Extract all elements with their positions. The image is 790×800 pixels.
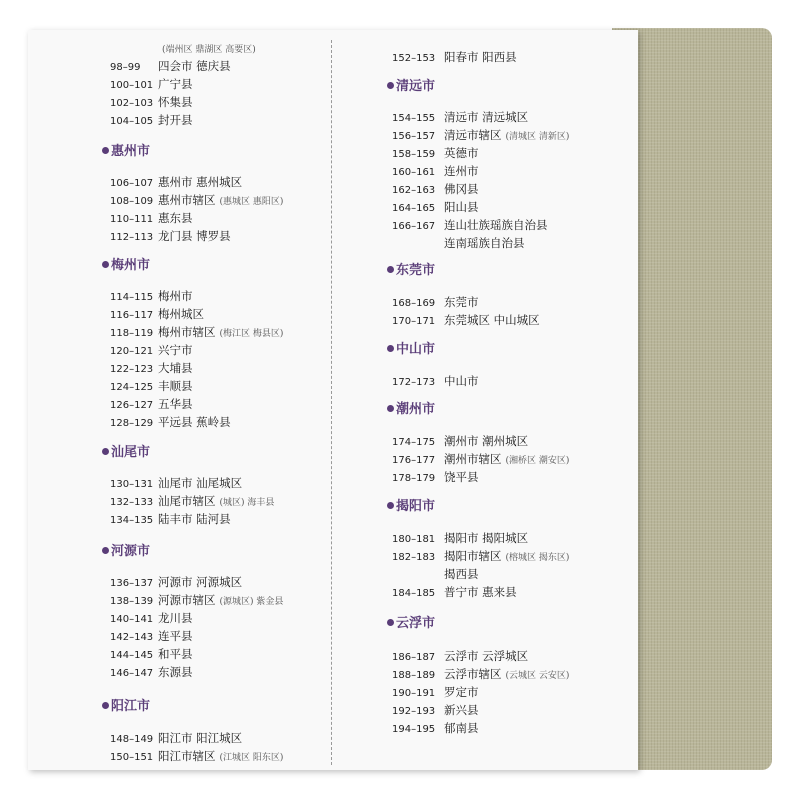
section-label: 中山市 — [396, 342, 436, 357]
index-entry — [110, 111, 193, 129]
index-entry — [110, 209, 193, 227]
page-range: 118–119 — [110, 328, 154, 339]
place-name: 潮州市辖区 — [444, 452, 502, 466]
place-name: 惠州市 惠州城区 — [158, 175, 243, 189]
place-name: 河源市 河源城区 — [158, 575, 243, 589]
place-name: 潮州市 潮州城区 — [444, 434, 529, 448]
page-range: 142–143 — [110, 632, 154, 643]
place-name: 梅州市辖区 — [158, 325, 216, 339]
index-entry — [110, 377, 193, 395]
index-entry — [392, 180, 479, 198]
place-name: 饶平县 — [444, 470, 479, 484]
page-range: 156–157 — [392, 131, 436, 142]
place-name: 东莞城区 中山城区 — [444, 313, 540, 327]
page-range: 170–171 — [392, 316, 436, 327]
index-entry — [392, 583, 517, 601]
place-name: 云浮市辖区 — [444, 667, 502, 681]
index-entry — [392, 126, 569, 144]
index-entry — [110, 75, 193, 93]
index-entry — [110, 323, 283, 341]
place-subtitle: (城区) 海丰县 — [219, 498, 275, 508]
page-range: 134–135 — [110, 515, 154, 526]
place-name: 惠东县 — [158, 211, 193, 225]
page-range: 192–193 — [392, 706, 436, 717]
section-label: 潮州市 — [396, 402, 436, 417]
place-name: 罗定市 — [444, 685, 479, 699]
place-name: 陆丰市 陆河县 — [158, 512, 231, 526]
page-range: 188–189 — [392, 670, 436, 681]
page-range: 124–125 — [110, 382, 154, 393]
page-range: 114–115 — [110, 292, 154, 303]
index-entry — [110, 93, 193, 111]
page-range: 164–165 — [392, 203, 436, 214]
index-entry — [392, 372, 479, 390]
place-subtitle: (湘桥区 潮安区) — [505, 456, 570, 466]
index-entry — [392, 468, 479, 486]
page-range: 182–183 — [392, 552, 436, 563]
bullet-icon — [102, 147, 109, 154]
bullet-icon — [387, 82, 394, 89]
page-range: 158–159 — [392, 149, 436, 160]
place-name: 五华县 — [158, 397, 193, 411]
section-heading — [102, 542, 150, 562]
page-range: 110–111 — [110, 214, 154, 225]
index-entry — [110, 395, 193, 413]
index-entry — [110, 474, 242, 492]
page-range: 166–167 — [392, 221, 436, 232]
place-name: 梅州城区 — [158, 307, 204, 321]
index-entry — [110, 191, 283, 209]
place-name: 连平县 — [158, 629, 193, 643]
place-name: 大埔县 — [158, 361, 193, 375]
index-entry — [392, 293, 479, 311]
page-range: 140–141 — [110, 614, 154, 625]
place-name: 兴宁市 — [158, 343, 193, 357]
page-range: 146–147 — [110, 668, 154, 679]
page-range: 144–145 — [110, 650, 154, 661]
index-entry — [110, 645, 193, 663]
column-divider — [331, 40, 332, 765]
place-name: 中山市 — [444, 374, 479, 388]
place-name: 阳山县 — [444, 200, 479, 214]
place-subtitle: (源城区) 紫金县 — [219, 597, 284, 607]
bullet-icon — [387, 502, 394, 509]
bullet-icon — [102, 261, 109, 268]
place-name: 揭阳市 揭阳城区 — [444, 531, 529, 545]
section-heading — [387, 261, 435, 281]
page-range: 120–121 — [110, 346, 154, 357]
section-heading — [387, 400, 435, 420]
place-name: 梅州市 — [158, 289, 193, 303]
page-range: 168–169 — [392, 298, 436, 309]
index-entry — [110, 627, 193, 645]
index-entry — [392, 144, 479, 162]
section-label: 梅州市 — [111, 258, 151, 273]
section-label: 东莞市 — [396, 263, 436, 278]
page-range: 160–161 — [392, 167, 436, 178]
place-name: 龙川县 — [158, 611, 193, 625]
index-entry — [110, 747, 283, 765]
place-subtitle: (梅江区 梅县区) — [219, 329, 284, 339]
page-range: 128–129 — [110, 418, 154, 429]
index-entry — [110, 492, 274, 510]
place-name: 英德市 — [444, 146, 479, 160]
place-name: 清远市辖区 — [444, 128, 502, 142]
place-name: 汕尾市 汕尾城区 — [158, 476, 243, 490]
page-range: 104–105 — [110, 116, 154, 127]
place-name: 怀集县 — [158, 95, 193, 109]
place-name: 佛冈县 — [444, 182, 479, 196]
place-name: 阳江市辖区 — [158, 749, 216, 763]
index-entry — [392, 48, 517, 66]
section-heading — [387, 340, 435, 360]
section-label: 阳江市 — [111, 699, 151, 714]
place-name: 连南瑶族自治县 — [444, 236, 525, 250]
index-entry — [110, 57, 231, 75]
index-entry — [392, 647, 528, 665]
page-range: 136–137 — [110, 578, 154, 589]
place-name: 郁南县 — [444, 721, 479, 735]
index-entry — [110, 729, 242, 747]
page-range: 184–185 — [392, 588, 436, 599]
page-range: 138–139 — [110, 596, 154, 607]
place-name: 连州市 — [444, 164, 479, 178]
index-entry — [110, 573, 242, 591]
page-range: 122–123 — [110, 364, 154, 375]
section-label: 云浮市 — [396, 616, 436, 631]
page-range: 178–179 — [392, 473, 436, 484]
place-name: 龙门县 博罗县 — [158, 229, 231, 243]
page-range: 154–155 — [392, 113, 436, 124]
bullet-icon — [387, 266, 394, 273]
index-entry — [392, 450, 569, 468]
bullet-icon — [387, 405, 394, 412]
place-name: 普宁市 惠来县 — [444, 585, 517, 599]
page-range: 116–117 — [110, 310, 154, 321]
index-entry — [110, 341, 193, 359]
place-name: 新兴县 — [444, 703, 479, 717]
section-heading — [102, 256, 150, 276]
bullet-icon — [387, 619, 394, 626]
index-entry — [110, 287, 193, 305]
place-name: 广宁县 — [158, 77, 193, 91]
page-range: 130–131 — [110, 479, 154, 490]
page-range: 106–107 — [110, 178, 154, 189]
page-range: 176–177 — [392, 455, 436, 466]
place-subtitle: (榕城区 揭东区) — [505, 553, 570, 563]
place-name: 阳江市 阳江城区 — [158, 731, 243, 745]
index-entry — [392, 234, 525, 252]
section-label: 河源市 — [111, 544, 151, 559]
index-entry — [110, 609, 193, 627]
place-name: 云浮市 云浮城区 — [444, 649, 529, 663]
section-heading — [102, 443, 150, 463]
place-name: 河源市辖区 — [158, 593, 216, 607]
section-heading — [387, 497, 435, 517]
page-range: 112–113 — [110, 232, 154, 243]
section-heading — [387, 77, 435, 97]
page-range: 132–133 — [110, 497, 154, 508]
place-name: 和平县 — [158, 647, 193, 661]
page-range: 162–163 — [392, 185, 436, 196]
index-entry — [110, 591, 283, 609]
place-subtitle: (端州区 鼎湖区 高要区) — [162, 45, 256, 55]
place-name: 东莞市 — [444, 295, 479, 309]
place-name: 惠州市辖区 — [158, 193, 216, 207]
place-subtitle: (惠城区 惠阳区) — [219, 197, 284, 207]
index-entry — [110, 173, 242, 191]
page-range: 126–127 — [110, 400, 154, 411]
place-name: 封开县 — [158, 113, 193, 127]
place-name: 东源县 — [158, 665, 193, 679]
index-entry — [392, 683, 479, 701]
index-entry — [110, 359, 193, 377]
section-heading — [387, 614, 435, 634]
index-entry — [392, 432, 528, 450]
bullet-icon — [387, 345, 394, 352]
index-entry — [110, 39, 256, 57]
place-subtitle: (云城区 云安区) — [505, 671, 570, 681]
place-name: 丰顺县 — [158, 379, 193, 393]
bullet-icon — [102, 702, 109, 709]
section-label: 惠州市 — [111, 144, 151, 159]
index-entry — [110, 413, 231, 431]
page-range: 174–175 — [392, 437, 436, 448]
index-entry — [392, 665, 569, 683]
index-entry — [110, 305, 204, 323]
page-range: 148–149 — [110, 734, 154, 745]
page-range: 190–191 — [392, 688, 436, 699]
index-entry — [392, 198, 479, 216]
index-entry — [110, 227, 231, 245]
place-name: 清远市 清远城区 — [444, 110, 529, 124]
page-range: 152–153 — [392, 53, 436, 64]
place-subtitle: (清城区 清新区) — [505, 132, 570, 142]
index-entry — [392, 311, 540, 329]
section-label: 汕尾市 — [111, 445, 151, 460]
index-entry — [392, 565, 479, 583]
page-range: 150–151 — [110, 752, 154, 763]
page-range: 180–181 — [392, 534, 436, 545]
index-entry — [392, 701, 479, 719]
place-name: 阳春市 阳西县 — [444, 50, 517, 64]
index-entry — [110, 510, 231, 528]
index-entry — [392, 529, 528, 547]
index-entry — [110, 663, 193, 681]
section-heading — [102, 142, 150, 162]
page-range: 100–101 — [110, 80, 154, 91]
page-range: 186–187 — [392, 652, 436, 663]
place-name: 揭西县 — [444, 567, 479, 581]
place-subtitle: (江城区 阳东区) — [219, 753, 284, 763]
index-entry — [392, 108, 528, 126]
section-label: 清远市 — [396, 79, 436, 94]
place-name: 揭阳市辖区 — [444, 549, 502, 563]
page-range: 194–195 — [392, 724, 436, 735]
page-range: 98–99 — [110, 62, 141, 73]
bullet-icon — [102, 448, 109, 455]
place-name: 汕尾市辖区 — [158, 494, 216, 508]
index-entry — [392, 547, 569, 565]
place-name: 平远县 蕉岭县 — [158, 415, 231, 429]
page-range: 172–173 — [392, 377, 436, 388]
bullet-icon — [102, 547, 109, 554]
index-entry — [392, 216, 548, 234]
place-name: 四会市 德庆县 — [158, 59, 231, 73]
page-range: 108–109 — [110, 196, 154, 207]
place-name: 连山壮族瑶族自治县 — [444, 218, 548, 232]
section-label: 揭阳市 — [396, 499, 436, 514]
index-entry — [392, 719, 479, 737]
section-heading — [102, 697, 150, 717]
page-range: 102–103 — [110, 98, 154, 109]
index-entry — [392, 162, 479, 180]
